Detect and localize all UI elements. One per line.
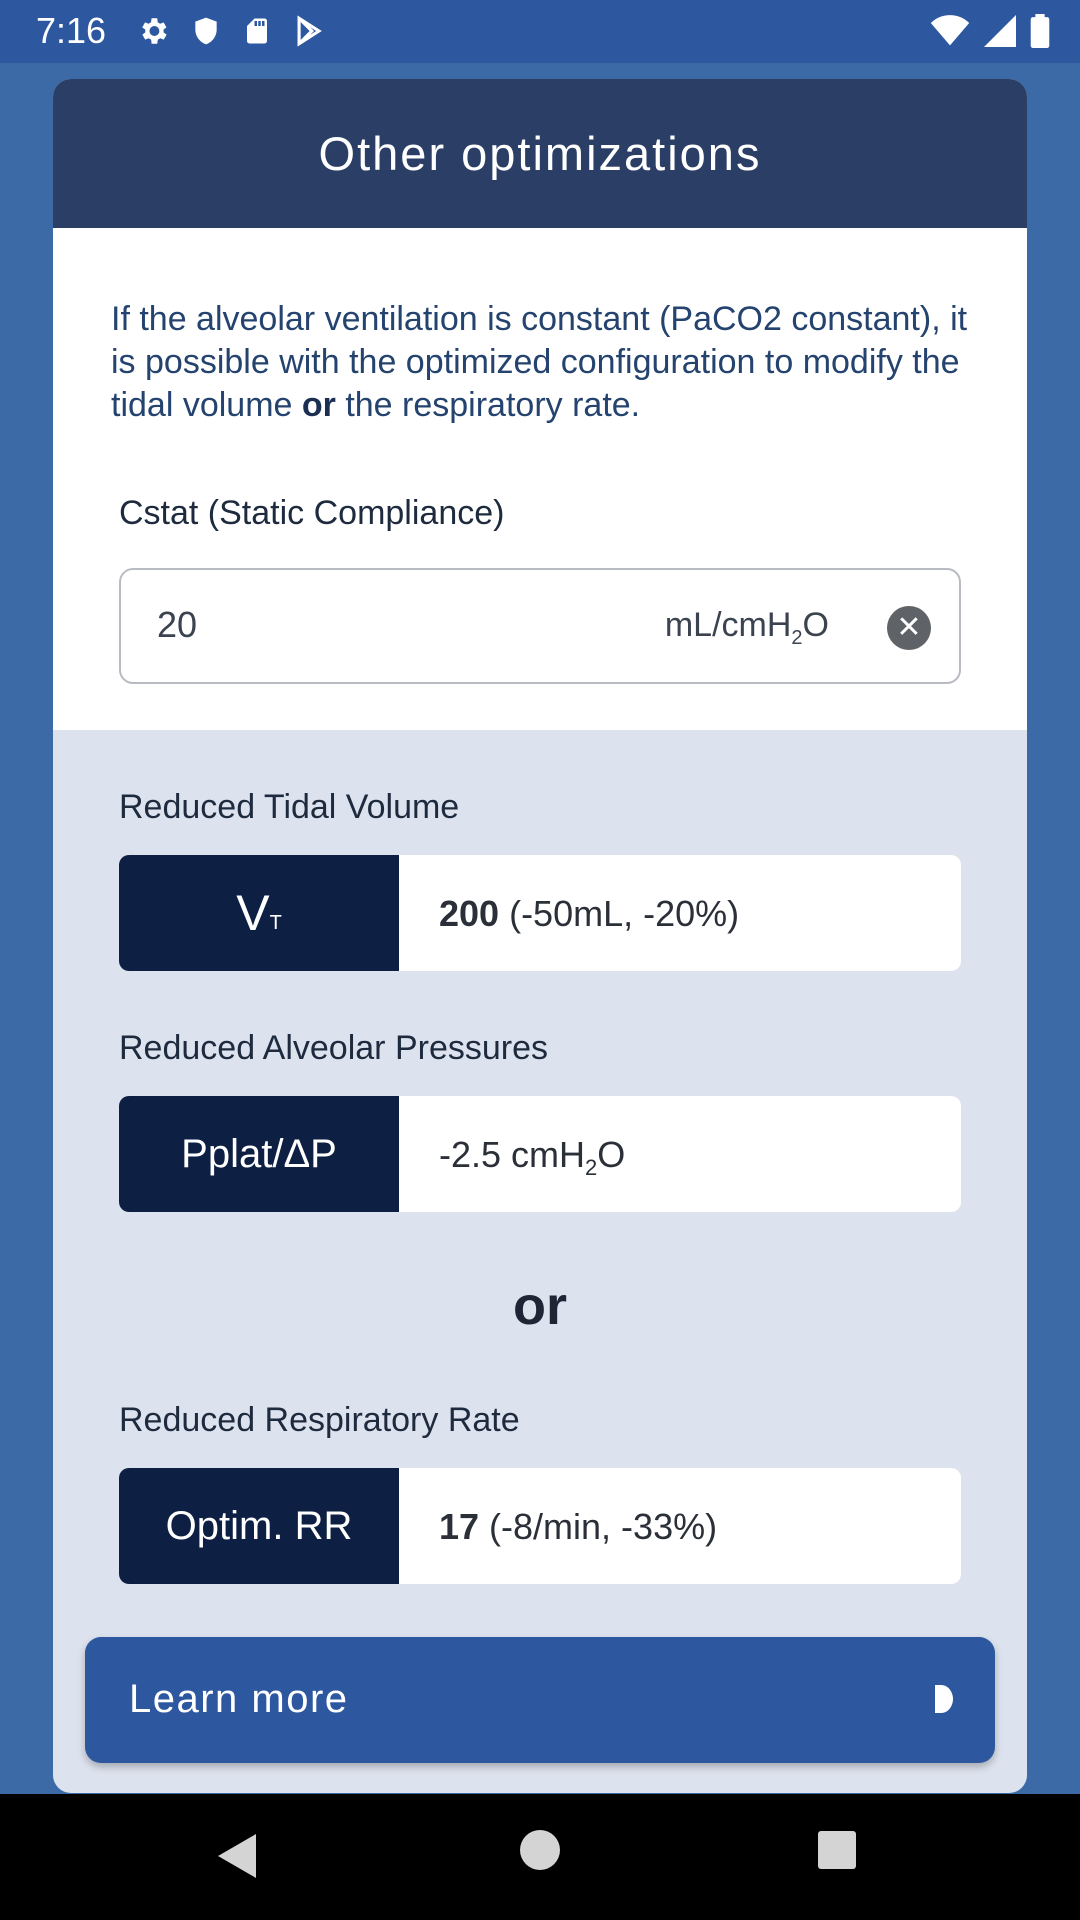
- signal-icon: [984, 15, 1016, 52]
- alveolar-pressures-label: Reduced Alveolar Pressures: [119, 1029, 549, 1067]
- sd-card-icon: [242, 14, 272, 53]
- cstat-unit-main: mL/cmH: [664, 606, 792, 644]
- wifi-icon: [930, 15, 970, 52]
- back-icon[interactable]: [216, 1832, 258, 1885]
- status-time: 7:16: [36, 10, 107, 51]
- tidal-volume-tag: [119, 855, 399, 971]
- alveolar-pressures-value-sub: 2: [585, 1155, 598, 1181]
- cstat-unit-sub: 2: [791, 626, 803, 649]
- cstat-unit: [665, 606, 829, 650]
- recents-icon[interactable]: [818, 1831, 856, 1869]
- respiratory-rate-row: [119, 1468, 961, 1584]
- optimizations-card: [53, 79, 1027, 1793]
- alveolar-pressures-value: [439, 1134, 625, 1181]
- tidal-volume-tag-main: V: [236, 885, 270, 941]
- gear-icon: [136, 14, 170, 53]
- alveolar-pressures-tag: Pplat/ΔP: [119, 1096, 399, 1212]
- respiratory-rate-value-bold: 17: [439, 1506, 480, 1547]
- status-bar: [0, 0, 1080, 63]
- learn-more-button[interactable]: [85, 1637, 995, 1763]
- card-input-section: [53, 228, 1027, 730]
- navigation-bar: [0, 1794, 1080, 1920]
- respiratory-rate-value: [439, 1506, 717, 1548]
- play-store-icon: [292, 14, 326, 53]
- cstat-input[interactable]: [157, 604, 457, 646]
- or-separator: or: [513, 1276, 567, 1336]
- intro-text-part1: If the alveolar ventilation is constant (PaCO2 constant), it is possible with the optimized configuration to modify the tidal volume: [111, 300, 968, 424]
- intro-text-part2: the respiratory rate.: [335, 386, 641, 424]
- respiratory-rate-value-rest: (-8/min, -33%): [479, 1506, 718, 1547]
- intro-text-bold: or: [301, 386, 336, 424]
- respiratory-rate-tag: Optim. RR: [119, 1468, 399, 1584]
- intro-text: [111, 298, 981, 427]
- learn-more-label: Learn more: [129, 1677, 349, 1721]
- cstat-label: Cstat (Static Compliance): [119, 494, 505, 532]
- tidal-volume-value-bold: 200: [439, 893, 500, 934]
- clear-icon[interactable]: ✕: [887, 606, 931, 650]
- cstat-unit-end: O: [802, 606, 829, 644]
- chevron-right-icon: [933, 1683, 955, 1715]
- cstat-input-box[interactable]: [119, 568, 961, 684]
- card-title: Other optimizations: [53, 79, 1027, 228]
- shield-icon: [190, 14, 222, 53]
- tidal-volume-value: [439, 893, 739, 935]
- battery-icon: [1030, 14, 1050, 53]
- respiratory-rate-label: Reduced Respiratory Rate: [119, 1401, 520, 1439]
- alveolar-pressures-row: [119, 1096, 961, 1212]
- tidal-volume-row: [119, 855, 961, 971]
- home-icon[interactable]: [520, 1830, 560, 1870]
- alveolar-pressures-value-main: -2.5 cmH: [439, 1134, 586, 1175]
- tidal-volume-value-rest: (-50mL, -20%): [499, 893, 740, 934]
- tidal-volume-tag-sub: T: [269, 911, 282, 934]
- alveolar-pressures-value-end: O: [597, 1134, 626, 1175]
- tidal-volume-label: Reduced Tidal Volume: [119, 788, 460, 826]
